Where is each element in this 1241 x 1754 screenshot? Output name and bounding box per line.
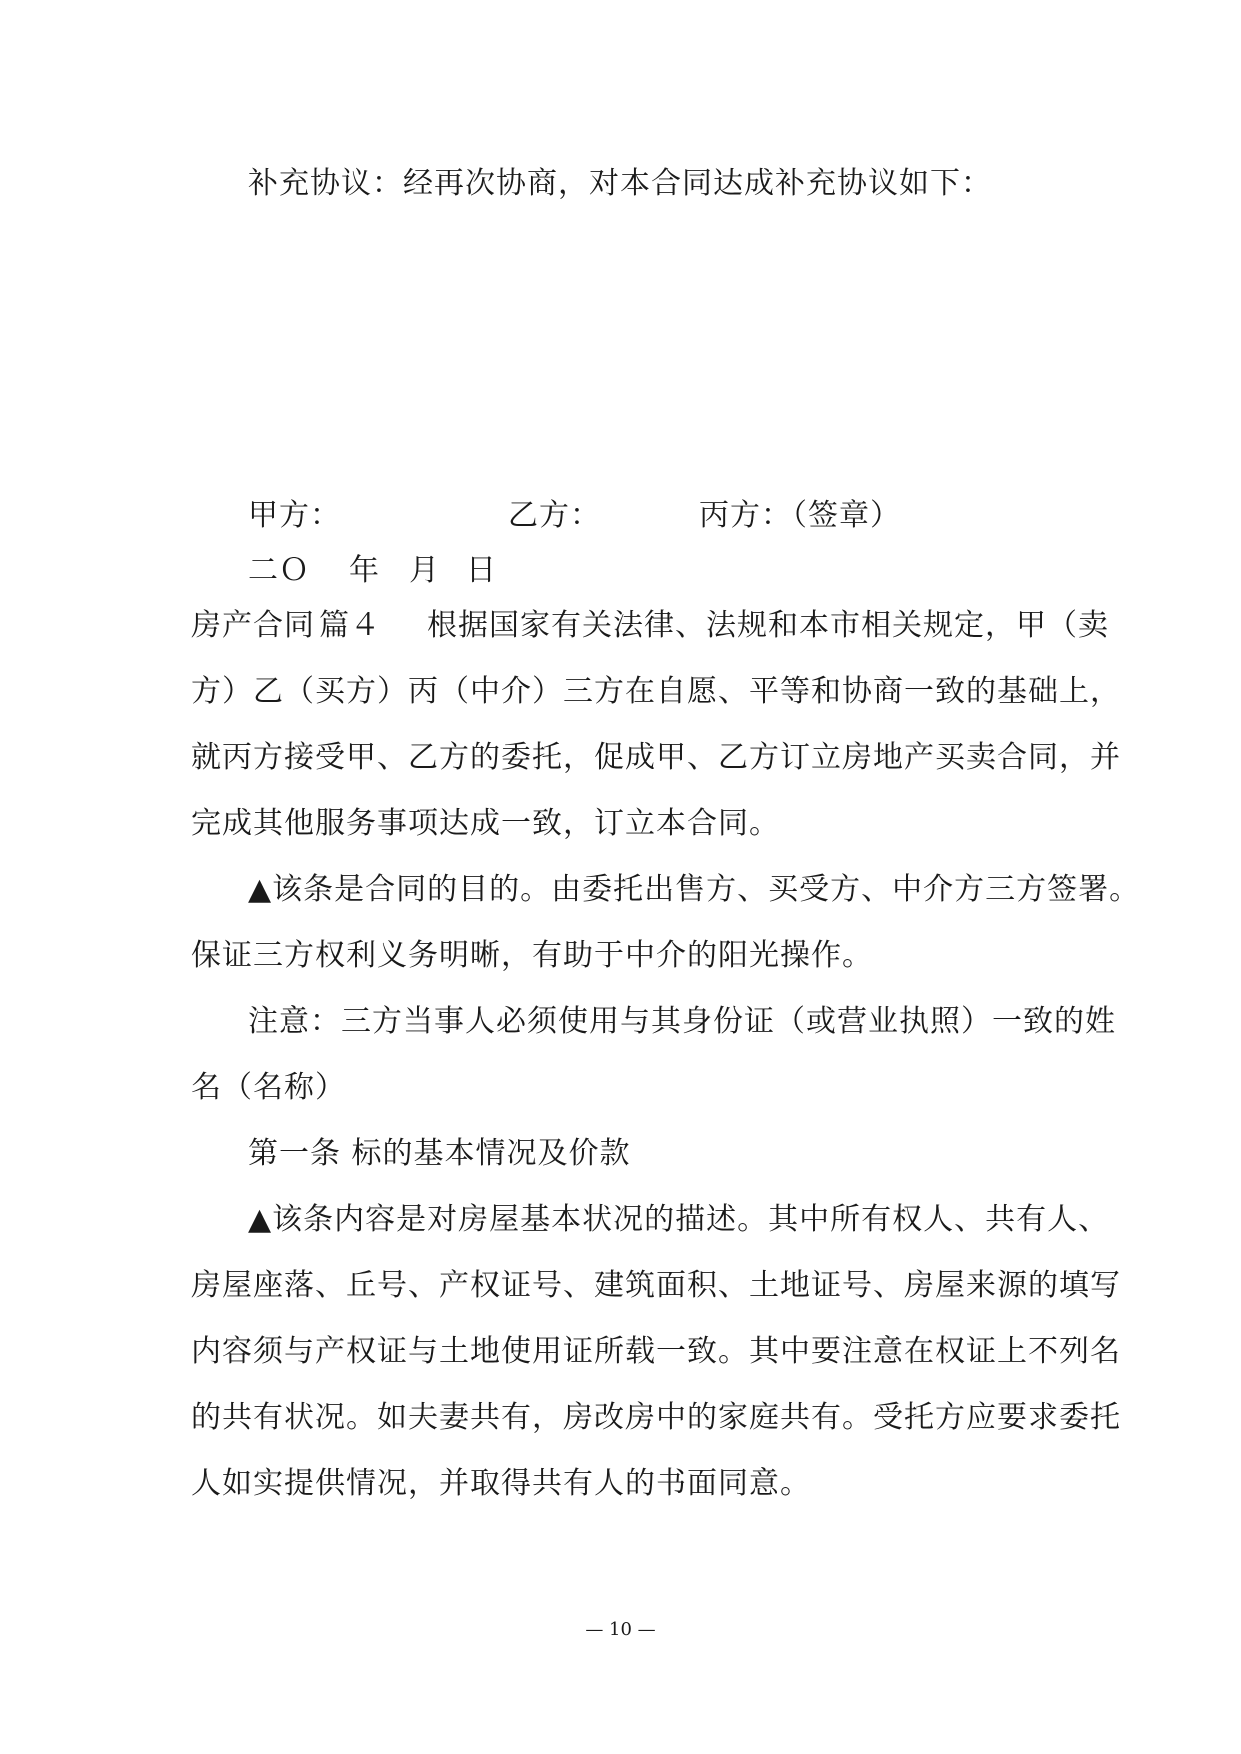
note2-line-1: 注意：三方当事人必须使用与其身份证（或营业执照）一致的姓 xyxy=(248,1004,1116,1039)
date-year-prefix: 二Ｏ xyxy=(248,553,310,588)
section4-text-line-3: 就丙方接受甲、乙方的委托，促成甲、乙方订立房地产买卖合同，并 xyxy=(191,740,1121,775)
section4-title: 房产合同 xyxy=(191,608,315,643)
article1-heading: 第一条 标的基本情况及价款 xyxy=(248,1136,631,1171)
note3-line-2: 房屋座落、丘号、产权证号、建筑面积、土地证号、房屋来源的填写 xyxy=(191,1268,1121,1303)
party-b-signature-label: 乙方： xyxy=(508,498,601,533)
section4-text-line-1: 根据国家有关法律、法规和本市相关规定，甲（卖 xyxy=(427,608,1109,643)
section4-text-line-4: 完成其他服务事项达成一致，订立本合同。 xyxy=(191,806,780,841)
date-day: 日 xyxy=(466,553,497,588)
party-a-signature-label: 甲方： xyxy=(248,498,341,533)
note3-line-3: 内容须与产权证与土地使用证所载一致。其中要注意在权证上不列名 xyxy=(191,1334,1121,1369)
section4-number: 篇４ xyxy=(319,608,381,643)
note1-line-2: 保证三方权利义务明晰，有助于中介的阳光操作。 xyxy=(191,938,873,973)
supplement-agreement-line: 补充协议：经再次协商，对本合同达成补充协议如下： xyxy=(248,166,992,201)
note3-line-5: 人如实提供情况，并取得共有人的书面同意。 xyxy=(191,1466,811,1501)
note3-line-4: 的共有状况。如夫妻共有，房改房中的家庭共有。受托方应要求委托 xyxy=(191,1400,1121,1435)
page-number: — 10 — xyxy=(585,1619,656,1640)
note1-line-1: ▲该条是合同的目的。由委托出售方、买受方、中介方三方签署。 xyxy=(248,872,1141,907)
date-year: 年 xyxy=(349,553,380,588)
note2-line-2: 名（名称） xyxy=(191,1070,346,1105)
note3-line-1: ▲该条内容是对房屋基本状况的描述。其中所有权人、共有人、 xyxy=(248,1202,1110,1237)
section4-text-line-2: 方）乙（买方）丙（中介）三方在自愿、平等和协商一致的基础上， xyxy=(191,674,1121,709)
party-c-signature-label: 丙方：（签章） xyxy=(699,498,901,533)
date-month: 月 xyxy=(409,553,440,588)
